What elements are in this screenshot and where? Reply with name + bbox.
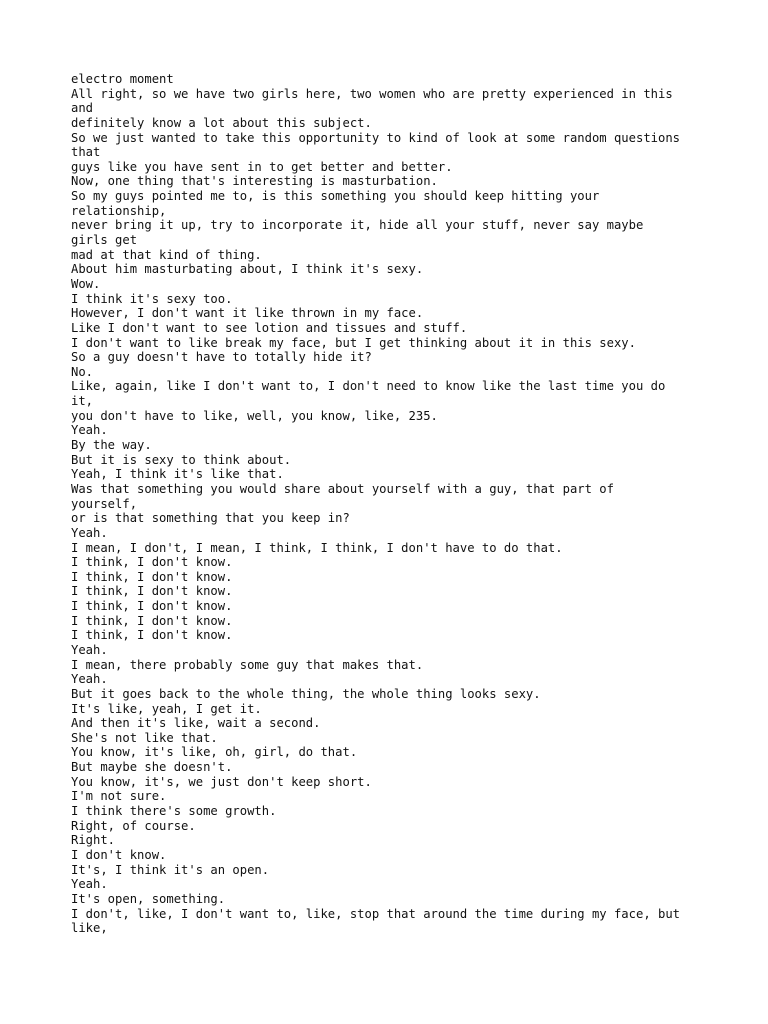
transcript-line: definitely know a lot about this subject. (71, 115, 372, 130)
transcript-line: I think, I don't know. (71, 584, 233, 599)
transcript-line: Yeah. (71, 877, 108, 892)
transcript-line: Now, one thing that's interesting is masturbation. (71, 174, 438, 189)
transcript-line: She's not like that. (71, 730, 218, 745)
transcript-line: Yeah, I think it's like that. (71, 467, 284, 482)
transcript-line: it, (71, 394, 94, 409)
transcript-line: You know, it's like, oh, girl, do that. (71, 745, 358, 760)
transcript-line: you don't have to like, well, you know, like, 235. (71, 408, 438, 423)
transcript-line: never bring it up, try to incorporate it, hide all your stuff, never say maybe (71, 218, 644, 233)
transcript-line: Yeah. (71, 672, 108, 687)
transcript-page (71, 72, 711, 936)
transcript-line: girls get (71, 233, 138, 248)
transcript-line: electro moment (71, 72, 174, 86)
transcript-line: I don't want to like break my face, but I get thinking about it in this sexy. (71, 335, 636, 350)
transcript-line: Was that something you would share about yourself with a guy, that part of (71, 481, 614, 496)
transcript-line: I think, I don't know. (71, 613, 233, 628)
transcript-line: It's, I think it's an open. (71, 862, 270, 877)
transcript-line: I think, I don't know. (71, 555, 233, 570)
transcript-line: So a guy doesn't have to totally hide it? (71, 350, 372, 365)
transcript-line: Yeah. (71, 525, 108, 540)
transcript-line: But it goes back to the whole thing, the whole thing looks sexy. (71, 686, 541, 701)
transcript-line: No. (71, 364, 94, 379)
transcript-line: Yeah. (71, 423, 108, 438)
transcript-line: I think, I don't know. (71, 628, 233, 643)
transcript-line: It's open, something. (71, 891, 226, 906)
transcript-line: However, I don't want it like thrown in my face. (71, 306, 424, 321)
transcript-line: Like, again, like I don't want to, I don't need to know like the last time you do (71, 379, 666, 394)
transcript-line: It's like, yeah, I get it. (71, 701, 262, 716)
transcript-line: mad at that kind of thing. (71, 247, 262, 262)
transcript-line: But maybe she doesn't. (71, 760, 233, 775)
transcript-line: and (71, 101, 94, 116)
transcript-line: I'm not sure. (71, 789, 167, 804)
transcript-line: Right. (71, 833, 116, 848)
transcript-line: About him masturbating about, I think it's sexy. (71, 262, 424, 277)
transcript-line: All right, so we have two girls here, two women who are pretty experienced in this (71, 86, 673, 101)
transcript-line: that (71, 145, 101, 160)
transcript-line: I mean, I don't, I mean, I think, I think, I don't have to do that. (71, 540, 563, 555)
transcript-line: I think, I don't know. (71, 569, 233, 584)
transcript-line: You know, it's, we just don't keep short. (71, 774, 372, 789)
transcript-line: And then it's like, wait a second. (71, 716, 321, 731)
transcript-line: By the way. (71, 438, 152, 453)
transcript-line: I mean, there probably some guy that makes that. (71, 657, 424, 672)
transcript-line: So my guys pointed me to, is this something you should keep hitting your (71, 189, 600, 204)
transcript-line: guys like you have sent in to get better and better. (71, 159, 453, 174)
transcript-line: I think there's some growth. (71, 804, 277, 819)
transcript-line: Like I don't want to see lotion and tissues and stuff. (71, 320, 468, 335)
transcript-line: yourself, (71, 496, 138, 511)
transcript-line: Yeah. (71, 642, 108, 657)
transcript-line: I don't know. (71, 847, 167, 862)
transcript-line: I think it's sexy too. (71, 291, 233, 306)
transcript-line: I don't, like, I don't want to, like, stop that around the time during my face, but (71, 906, 681, 921)
transcript-line: I think, I don't know. (71, 599, 233, 614)
transcript-line: or is that something that you keep in? (71, 511, 350, 526)
transcript-line: But it is sexy to think about. (71, 452, 292, 467)
transcript-line: So we just wanted to take this opportunity to kind of look at some random questions (71, 130, 681, 145)
transcript-line: Wow. (71, 276, 101, 291)
transcript-line: relationship, (71, 203, 167, 218)
transcript-line: like, (71, 921, 108, 936)
transcript-line: Right, of course. (71, 818, 196, 833)
